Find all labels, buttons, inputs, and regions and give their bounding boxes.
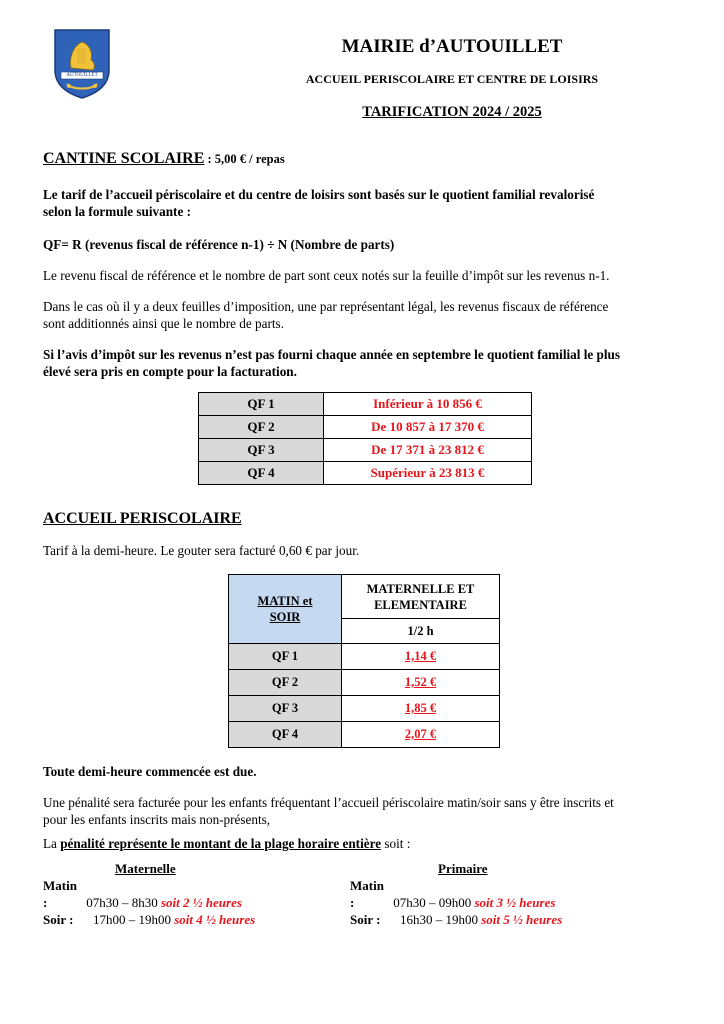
table-row [229,644,500,670]
table-row [199,439,532,462]
primaire-soir-row [350,911,670,928]
price-value: 1,14 € [342,644,500,670]
cantine-title: CANTINE SCOLAIRE [43,150,205,167]
table-row [199,393,532,416]
matin-note: soit 3 ½ heures [474,895,556,910]
qf-value: Supérieur à 23 813 € [324,462,532,485]
table-row [229,722,500,748]
periscolaire-table [228,574,500,748]
matin-time: 07h30 – 8h30 [83,895,161,910]
price-value: 1,85 € [342,696,500,722]
maternelle-title: Maternelle [115,861,176,876]
matin-note: soit 2 ½ heures [161,895,242,910]
maternelle-elementaire-header [342,575,500,619]
qf-value: Inférieur à 10 856 € [324,393,532,416]
qf-value: De 17 371 à 23 812 € [324,439,532,462]
soir-label: Soir : [43,912,74,927]
deux-feuilles-paragraph [43,298,693,332]
qf-table [198,392,532,485]
matin-label: Matin : [43,878,77,910]
page-title: MAIRIE d’AUTOUILLET [341,36,563,57]
soir-label: Soir : [350,912,381,927]
penalite-paragraph [43,794,693,828]
qf-label: QF 4 [199,462,324,485]
cantine-price: : 5,00 € / repas [204,152,285,166]
qf-label: QF 1 [199,393,324,416]
soir-time: 16h30 – 19h00 [400,912,482,927]
intro-line: selon la formule suivante : [43,204,191,219]
matin-soir-header [229,575,342,644]
deux-feuilles-line: sont additionnés ainsi que le nombre de parts. [43,316,284,331]
avis-paragraph [43,346,693,380]
maternelle-schedule [43,860,343,928]
revenu-text: Le revenu fiscal de référence et le nombre de part sont ceux notés sur la feuille d’impôt sur les revenus n-1. [43,268,610,283]
qf-label: QF 4 [229,722,342,748]
maternelle-soir-row [43,911,343,928]
matin-time: 07h30 – 09h00 [390,895,475,910]
soir-note: soit 4 ½ heures [174,912,256,927]
maternelle-matin-row [43,877,343,911]
table-row [229,696,500,722]
tarification-heading: TARIFICATION 2024 / 2025 [362,104,542,120]
soir-time: 17h00 – 19h00 [93,912,175,927]
plage-prefix: La [43,836,61,851]
table-row [199,462,532,485]
periscolaire-tarif: Tarif à la demi-heure. Le gouter sera facturé 0,60 € par jour. [43,543,360,558]
intro-paragraph [43,186,693,220]
avis-line: Si l’avis d’impôt sur les revenus n’est pas fourni chaque année en septembre le quotient familial le plus [43,347,620,362]
header-line: MATIN et [257,594,313,608]
avis-line: élevé sera pris en compte pour la facturation. [43,364,297,379]
price-value: 2,07 € [342,722,500,748]
half-hour-header: 1/2 h [342,619,500,644]
primaire-title: Primaire [438,861,488,876]
primaire-schedule [350,860,670,928]
qf-label: QF 2 [229,670,342,696]
plage-bold: pénalité représente le montant de la plage horaire entière [60,836,382,851]
page-subtitle: ACCUEIL PERISCOLAIRE ET CENTRE DE LOISIRS [305,72,599,86]
matin-label: Matin : [350,878,384,910]
primaire-matin-row [350,877,670,911]
cantine-line [43,150,285,168]
intro-line: Le tarif de l’accueil périscolaire et du centre de loisirs sont basés sur le quotient familial revalorisé [43,187,595,202]
soir-note: soit 5 ½ heures [481,912,563,927]
qf-label: QF 3 [199,439,324,462]
header-line: SOIR [269,610,301,624]
qf-label: QF 2 [199,416,324,439]
plage-suffix: soit : [381,836,411,851]
price-value: 1,52 € [342,670,500,696]
header-line: MATERNELLE ET [366,581,475,596]
header-line: ELEMENTAIRE [374,597,467,612]
deux-feuilles-line: Dans le cas où il y a deux feuilles d’imposition, une par représentant légal, les revenus fiscaux de référence [43,299,609,314]
due-text: Toute demi-heure commencée est due. [43,764,257,779]
qf-value: De 10 857 à 17 370 € [324,416,532,439]
penalite-line: pour les enfants inscrits mais non-présents, [43,812,271,827]
crest-text: AUTOUILLET [66,73,98,78]
table-row [199,416,532,439]
qf-label: QF 1 [229,644,342,670]
penalite-line: Une pénalité sera facturée pour les enfants fréquentant l’accueil périscolaire matin/soir sans y être inscrits et [43,795,614,810]
plage-line [43,835,693,852]
table-row [229,670,500,696]
qf-formula: QF= R (revenus fiscal de référence n-1) ÷ N (Nombre de parts) [43,237,395,252]
table-row [229,575,500,619]
qf-label: QF 3 [229,696,342,722]
periscolaire-title: ACCUEIL PERISCOLAIRE [43,510,242,527]
